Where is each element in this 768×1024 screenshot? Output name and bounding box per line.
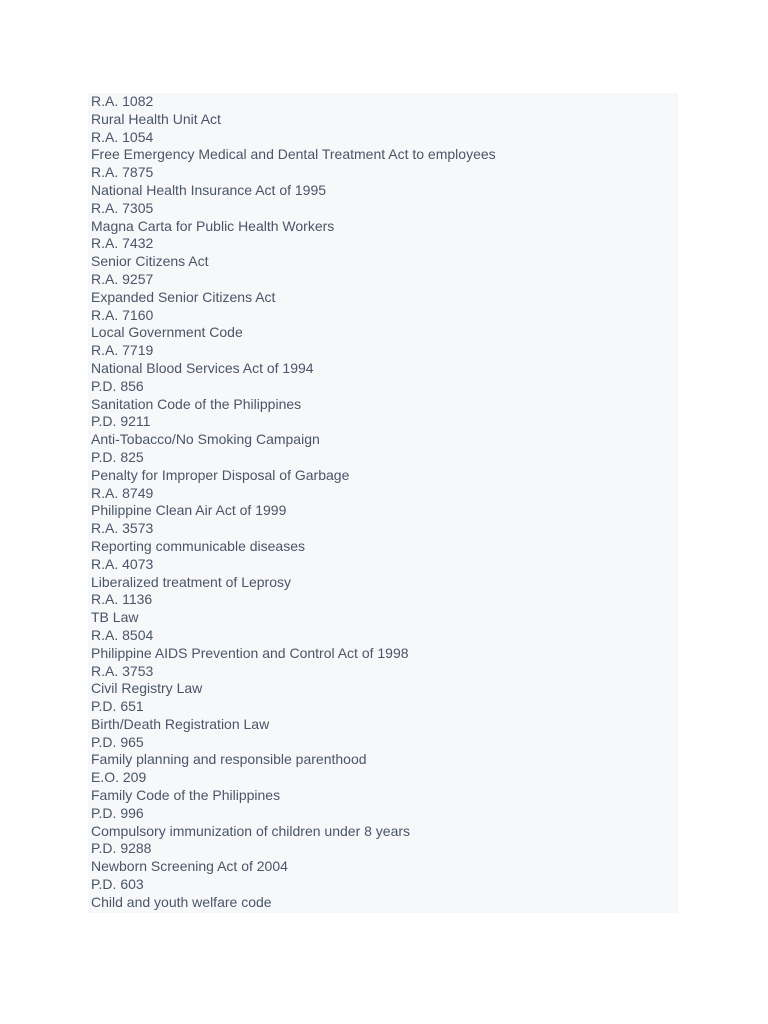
law-title: Penalty for Improper Disposal of Garbage xyxy=(91,466,350,483)
law-code: R.A. 1136 xyxy=(91,591,153,608)
law-title: Magna Carta for Public Health Workers xyxy=(91,217,335,234)
law-title: National Health Insurance Act of 1995 xyxy=(91,181,327,198)
law-code: P.D. 965 xyxy=(91,733,144,750)
law-title: Local Government Code xyxy=(91,324,243,341)
law-code: P.D. 825 xyxy=(91,448,144,465)
law-code: R.A. 4073 xyxy=(91,555,154,572)
law-code: P.D. 996 xyxy=(91,804,144,821)
law-list xyxy=(91,93,677,912)
law-title: Rural Health Unit Act xyxy=(91,110,221,127)
law-title: Family planning and responsible parenthood xyxy=(91,751,367,768)
law-title: Senior Citizens Act xyxy=(91,253,209,270)
law-code: R.A. 1054 xyxy=(91,128,154,145)
law-code: R.A. 7875 xyxy=(91,164,154,181)
law-title: Anti-Tobacco/No Smoking Campaign xyxy=(91,431,320,448)
law-title: Family Code of the Philippines xyxy=(91,787,281,804)
law-title: Newborn Screening Act of 2004 xyxy=(91,858,288,875)
law-code: R.A. 7719 xyxy=(91,342,154,359)
law-title: Philippine Clean Air Act of 1999 xyxy=(91,502,287,519)
law-title: Liberalized treatment of Leprosy xyxy=(91,573,291,590)
law-code: P.D. 9288 xyxy=(91,840,152,857)
law-code: R.A. 1082 xyxy=(91,93,154,109)
law-code: R.A. 3573 xyxy=(91,520,154,537)
law-title: Civil Registry Law xyxy=(91,680,203,697)
law-code: P.D. 9211 xyxy=(91,413,151,430)
law-code: R.A. 8504 xyxy=(91,626,154,643)
law-title: Sanitation Code of the Philippines xyxy=(91,395,302,412)
law-code: R.A. 8749 xyxy=(91,484,154,501)
law-code: R.A. 9257 xyxy=(91,270,154,287)
law-code: R.A. 7305 xyxy=(91,199,154,216)
law-title: National Blood Services Act of 1994 xyxy=(91,359,314,376)
law-title: Child and youth welfare code xyxy=(91,893,272,910)
law-title: Expanded Senior Citizens Act xyxy=(91,288,276,305)
law-code: P.D. 856 xyxy=(91,377,144,394)
law-code: P.D. 651 xyxy=(91,698,144,715)
law-code: E.O. 209 xyxy=(91,769,147,786)
law-code: P.D. 603 xyxy=(91,876,144,893)
law-title: TB Law xyxy=(91,609,139,626)
law-title: Compulsory immunization of children under 8 years xyxy=(91,822,411,839)
law-title: Free Emergency Medical and Dental Treatment Act to employees xyxy=(91,146,496,163)
law-code: R.A. 7432 xyxy=(91,235,154,252)
law-code: R.A. 7160 xyxy=(91,306,154,323)
law-title: Reporting communicable diseases xyxy=(91,537,305,554)
law-title: Birth/Death Registration Law xyxy=(91,715,270,732)
law-title: Philippine AIDS Prevention and Control Act of 1998 xyxy=(91,644,409,661)
law-code: R.A. 3753 xyxy=(91,662,154,679)
